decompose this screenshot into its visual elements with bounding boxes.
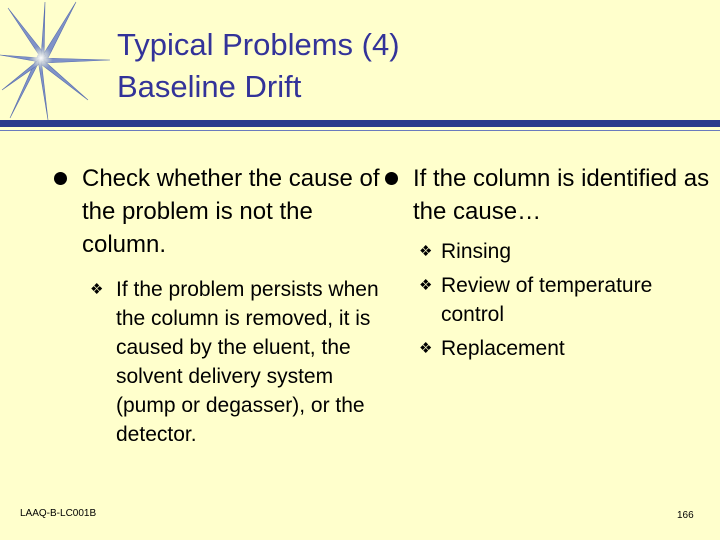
diamond-bullet-icon: ❖ xyxy=(419,277,433,294)
right-main-point xyxy=(383,162,713,228)
list-item-text: Rinsing xyxy=(441,240,512,263)
slide-title xyxy=(117,24,400,108)
diamond-bullet-icon: ❖ xyxy=(419,243,433,260)
left-sub-text: If the problem persists when the column is removed, it is caused by the eluent, the solvent delivery system (pump or degasser), or the detector. xyxy=(116,278,379,446)
page-number: 166 xyxy=(677,510,694,521)
left-column xyxy=(52,162,382,449)
title-line-2: Baseline Drift xyxy=(117,69,302,104)
list-item xyxy=(383,271,713,329)
diamond-bullet-icon: ❖ xyxy=(90,281,104,298)
right-main-text: If the column is identified as the cause… xyxy=(413,165,710,225)
title-line-1: Typical Problems (4) xyxy=(117,27,400,62)
document-code: LAAQ-B-LC001B xyxy=(20,508,97,519)
left-main-text: Check whether the cause of the problem is not the column. xyxy=(82,165,380,258)
list-item-text: Replacement xyxy=(441,337,565,360)
title-divider xyxy=(0,120,720,127)
list-item-text: Review of temperature control xyxy=(441,274,653,326)
star-burst-icon xyxy=(0,0,115,125)
bullet-dot-icon xyxy=(54,172,67,185)
bullet-dot-icon xyxy=(385,172,398,185)
title-divider-thin xyxy=(0,130,720,131)
left-sub-point xyxy=(52,275,382,449)
diamond-bullet-icon: ❖ xyxy=(419,340,433,357)
right-column xyxy=(383,162,713,368)
list-item xyxy=(383,237,713,266)
left-main-point xyxy=(52,162,382,261)
list-item xyxy=(383,334,713,363)
